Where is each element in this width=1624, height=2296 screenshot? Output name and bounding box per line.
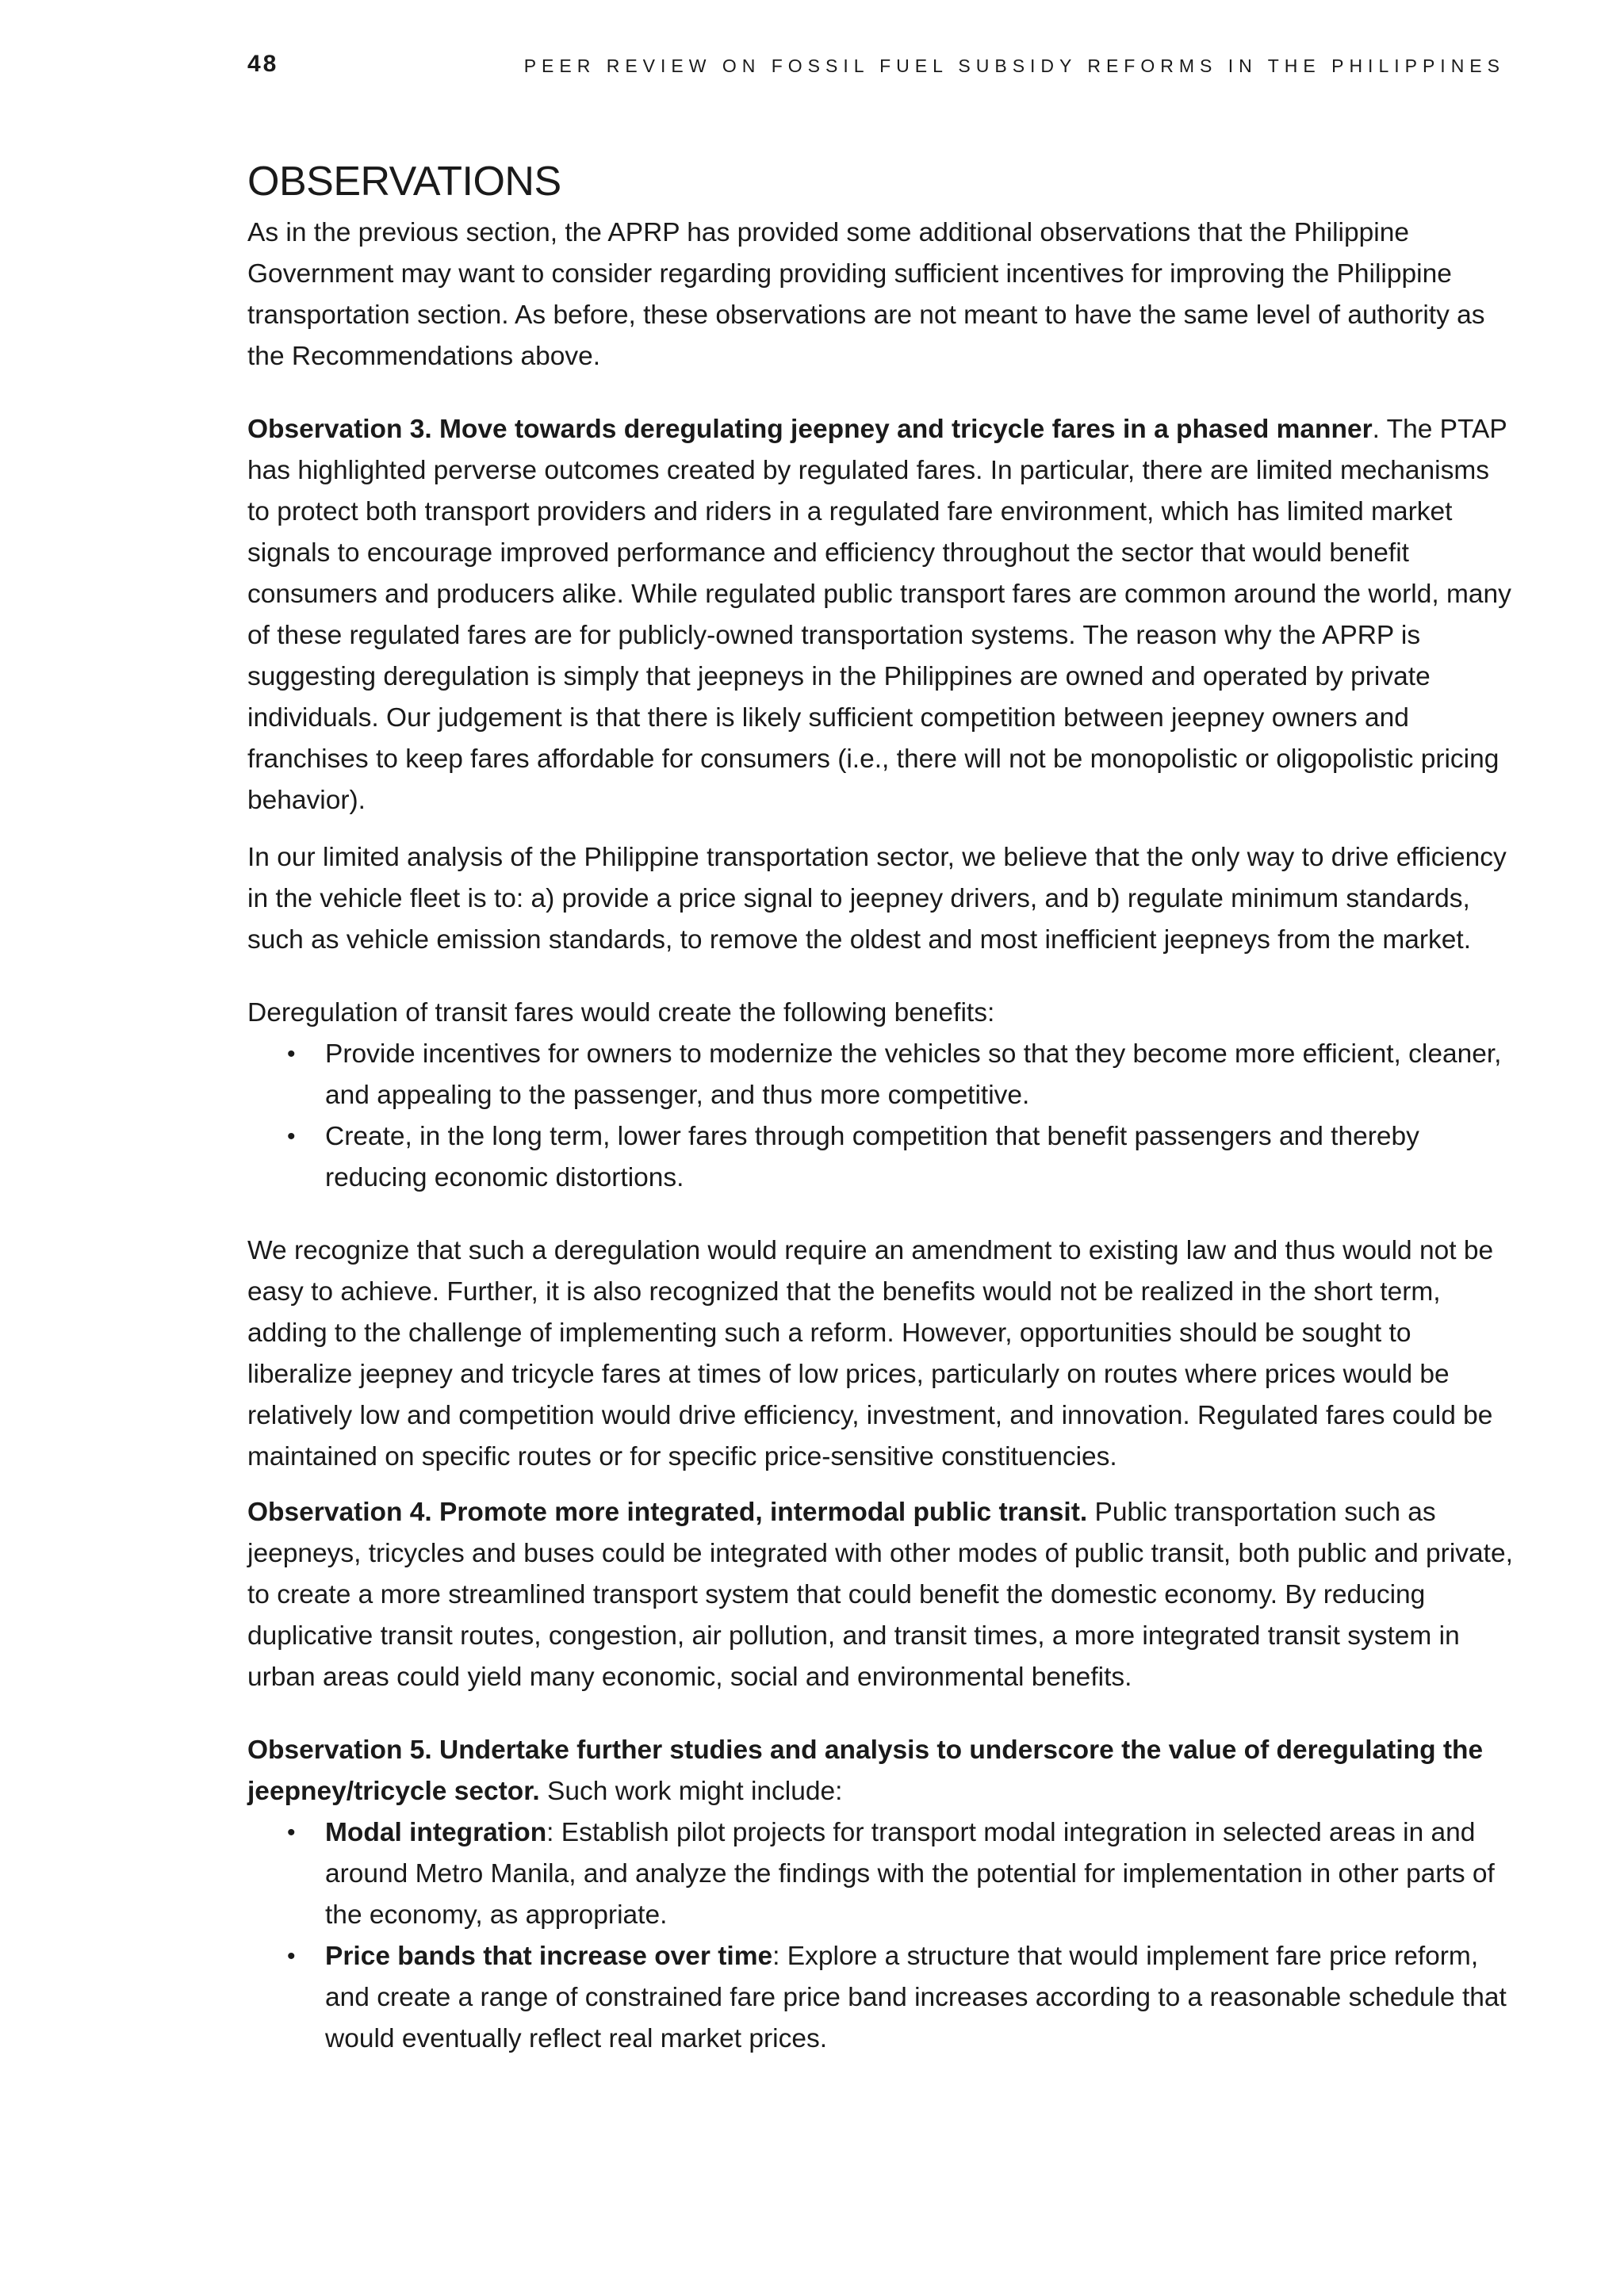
list-item xyxy=(247,1034,1516,1116)
benefits-intro: Deregulation of transit fares would create the following benefits: xyxy=(247,998,995,1027)
benefit-text: Provide incentives for owners to modernize the vehicles so that they become more efficient, cleaner, and appealing to the passenger, and thus more competitive. xyxy=(325,1039,1502,1110)
list-item xyxy=(247,1116,1516,1199)
studies-list xyxy=(247,1812,1516,2060)
study-text: : Explore a structure that would implement fare price reform, and create a range of constrained fare price band increases according to a reasonable schedule that would eventually reflect real market prices. xyxy=(325,1942,1507,2053)
study-label: Modal integration xyxy=(325,1818,547,1847)
page-content xyxy=(247,157,1516,2060)
page-number: 48 xyxy=(247,51,279,77)
observation-3-title-end: . xyxy=(1372,415,1380,444)
bullet-icon: • xyxy=(287,1041,296,1067)
list-item xyxy=(247,1936,1516,2060)
bullet-icon: • xyxy=(287,1943,296,1969)
observation-3-analysis: In our limited analysis of the Philippine transportation sector, we believe that the only way to drive efficiency in the vehicle fleet is to: a) provide a price signal to jeepney drivers, and b) regulate minimum standards, such as vehicle emission standards, to remove the oldest and most inefficient jeepneys from the market. xyxy=(247,843,1507,955)
observation-5-title: Observation 5. Undertake further studies and analysis to underscore the value of deregulating the jeepney/tricycle sector. xyxy=(247,1735,1484,1806)
observation-4-paragraph xyxy=(247,1492,1516,1698)
bullet-icon: • xyxy=(287,1123,296,1150)
observation-5-paragraph xyxy=(247,1730,1516,1812)
study-label: Price bands that increase over time xyxy=(325,1942,773,1971)
observation-3-body: The PTAP has highlighted perverse outcomes created by regulated fares. In particular, there are limited mechanisms to protect both transport providers and riders in a regulated fare environment, which has limited market signals to encourage improved performance and efficiency throughout the sector that would benefit consumers and producers alike. While regulated public transport fares are common around the world, many of these regulated fares are for publicly-owned transportation systems. The reason why the APRP is suggesting deregulation is simply that jeepneys in the Philippines are owned and operated by private individuals. Our judgement is that there is likely sufficient competition between jeepney owners and franchises to keep fares affordable for consumers (i.e., there will not be monopolistic or oligopolistic pricing behavior). xyxy=(247,415,1511,815)
observation-3-paragraph xyxy=(247,409,1516,821)
observation-5-body: Such work might include: xyxy=(539,1777,843,1806)
observation-3-conclusion: We recognize that such a deregulation would require an amendment to existing law and thus would not be easy to achieve. Further, it is also recognized that the benefits would not be realized in the short term, adding to the challenge of implementing such a reform. However, opportunities should be sought to liberalize jeepney and tricycle fares at times of low prices, particularly on routes where prices would be relatively low and competition would drive efficiency, investment, and innovation. Regulated fares could be maintained on specific routes or for specific price-sensitive constituencies. xyxy=(247,1236,1494,1471)
page-header xyxy=(247,51,1505,82)
benefit-text: Create, in the long term, lower fares through competition that benefit passengers and thereby reducing economic distortions. xyxy=(325,1122,1419,1192)
section-intro: As in the previous section, the APRP has provided some additional observations that the Philippine Government may want to consider regarding providing sufficient incentives for improving the Philippine transportation section. As before, these observations are not meant to have the same level of authority as the Recommendations above. xyxy=(247,218,1485,371)
bullet-icon: • xyxy=(287,1820,296,1846)
observation-3-title: Observation 3. Move towards deregulating jeepney and tricycle fares in a phased manner xyxy=(247,415,1373,444)
benefits-list xyxy=(247,1034,1516,1199)
list-item xyxy=(247,1812,1516,1936)
observation-4-title: Observation 4. Promote more integrated, intermodal public transit. xyxy=(247,1498,1088,1527)
section-heading: OBSERVATIONS xyxy=(247,159,561,205)
observation-4-body: Public transportation such as jeepneys, tricycles and buses could be integrated with other modes of public transit, both public and private, to create a more streamlined transport system that could benefit the domestic economy. By reducing duplicative transit routes, congestion, air pollution, and transit times, a more integrated transit system in urban areas could yield many economic, social and environmental benefits. xyxy=(247,1498,1513,1692)
running-title: PEER REVIEW ON FOSSIL FUEL SUBSIDY REFORMS IN THE PHILIPPINES xyxy=(523,55,1505,76)
study-text: : Establish pilot projects for transport modal integration in selected areas in and around Metro Manila, and analyze the findings with the potential for implementation in other parts of the economy, as appropriate. xyxy=(325,1818,1495,1930)
